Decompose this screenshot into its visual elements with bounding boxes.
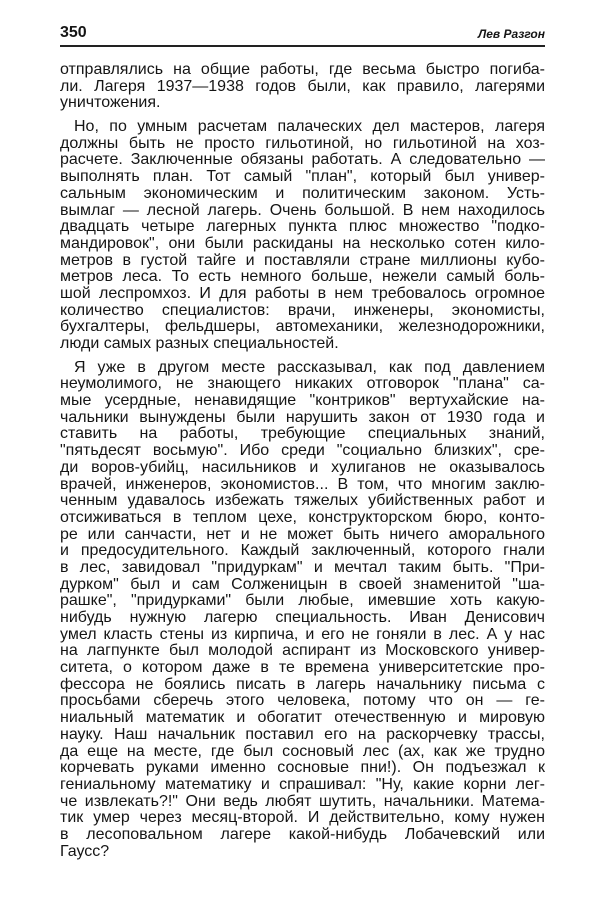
text-line: мандировок", они были раскиданы на несколько сотен кило- (60, 234, 545, 252)
paragraph (60, 119, 545, 353)
paragraph (60, 360, 545, 861)
page-number: 350 (60, 24, 87, 41)
text-line: "пятьдесят восьмую". Ибо среди "социально близких", сре- (60, 442, 545, 460)
text-line: мые усердные, ненавидящие "контриков" вертухайские на- (60, 392, 545, 410)
text-line: в лесоповальном лагере какой-нибудь Лобачевский или (60, 825, 545, 843)
page-body-text (60, 62, 545, 867)
text-line: ченным удавалось избежать тяжелых убийственных работ и (60, 492, 545, 510)
text-line: гениальному математику и спрашивал: "Ну, какие корни лег- (60, 775, 545, 793)
text-line: метров в густой тайге и поставляли стране миллионы кубо- (60, 251, 545, 269)
text-line: рашке", "придурками" были любые, имевшие хоть какую- (60, 592, 545, 610)
text-line: врачей, инженеров, экономистов... В том, что многим заклю- (60, 475, 545, 493)
text-line: че извлекать?!" Они ведь любят шутить, начальники. Матема- (60, 792, 545, 810)
text-line: бухгалтеры, фельдшеры, автомеханики, железнодорожники, (60, 318, 545, 336)
text-line: выполнять план. Тот самый "план", который был универ- (60, 168, 545, 186)
text-line: сальным экономическим и политическим законом. Усть- (60, 184, 545, 202)
text-line: просьбами сберечь этого человека, потому что он — ге- (60, 692, 545, 710)
text-line: тик умер через месяц-второй. И действительно, кому нужен (60, 809, 545, 827)
text-line: чальники вынуждены были нарушить закон от 1930 года и (60, 408, 545, 426)
text-line: в лес, завидовал "придуркам" и мечтал таким быть. "При- (60, 558, 545, 576)
text-line: дурком" был и сам Солженицын в своей знаменитой "ша- (60, 575, 545, 593)
text-line: ситета, о котором даже в те времена университетские про- (60, 659, 545, 677)
text-line: шой леспромхоз. И для работы в нем требовалось огромное (60, 284, 545, 302)
text-line: ди воров-убийц, насильников и хулиганов не оказывалось (60, 458, 545, 476)
text-line: неумолимого, не знающего никаких отговорок "плана" са- (60, 375, 545, 393)
text-line: Гаусс? (60, 842, 110, 860)
text-line: корчевать руками именно сосновые пни!). Он подъезжал к (60, 759, 545, 777)
text-line: ре или санчасти, нет и не может быть ничего аморального (60, 525, 545, 543)
running-header (60, 24, 545, 44)
text-line: науку. Наш начальник поставил его на раскорчевку трассы, (60, 725, 545, 743)
header-rule (60, 45, 545, 47)
text-line: должны быть не просто гильотиной, но гильотиной на хоз- (60, 134, 545, 152)
text-line: умел класть стены из кирпича, и его не гоняли в лес. А у нас (60, 625, 545, 643)
text-line: метров леса. То есть немного больше, нежели самый боль- (60, 268, 545, 286)
text-line: и предосудительного. Каждый заключенный, которого гнали (60, 542, 545, 560)
text-line: фессора не боялись писать в лагерь начальнику письма с (60, 675, 545, 693)
text-line: количество специалистов: врачи, инженеры, экономисты, (60, 301, 545, 319)
text-line: двадцать четыре лагерных пункта плюс множество "подко- (60, 218, 545, 236)
paragraph (60, 62, 545, 112)
text-line: отправлялись на общие работы, где весьма быстро погиба- (60, 61, 545, 78)
text-line: люди самых разных специальностей. (60, 335, 339, 352)
text-line: уничтожения. (60, 94, 161, 112)
text-line: на лагпункте был молодой аспирант из Московского универ- (60, 642, 545, 660)
text-line: нибудь нужную лагерю специальность. Иван Денисович (60, 609, 545, 626)
running-title-author: Лев Разгон (478, 27, 545, 41)
text-line: да еще на месте, где был сосновый лес (ах, как же трудно (60, 742, 545, 760)
text-line: ниальный математик и обогатит отечественную и мировую (60, 709, 545, 727)
text-line: расчете. Заключенные обязаны работать. А следовательно — (60, 151, 545, 169)
text-line: вымлаг — лесной лагерь. Очень большой. В нем находилось (60, 201, 545, 219)
text-line: ли. Лагеря 1937—1938 годов были, как правило, лагерями (60, 77, 545, 95)
text-line: ставить на работы, требующие специальных знаний, (60, 425, 545, 443)
text-line: Но, по умным расчетам палаческих дел мастеров, лагеря (74, 118, 545, 136)
text-line: отсиживаться в теплом цехе, конструкторском бюро, конто- (60, 508, 545, 526)
text-line: Я уже в другом месте рассказывал, как под давлением (74, 358, 545, 376)
